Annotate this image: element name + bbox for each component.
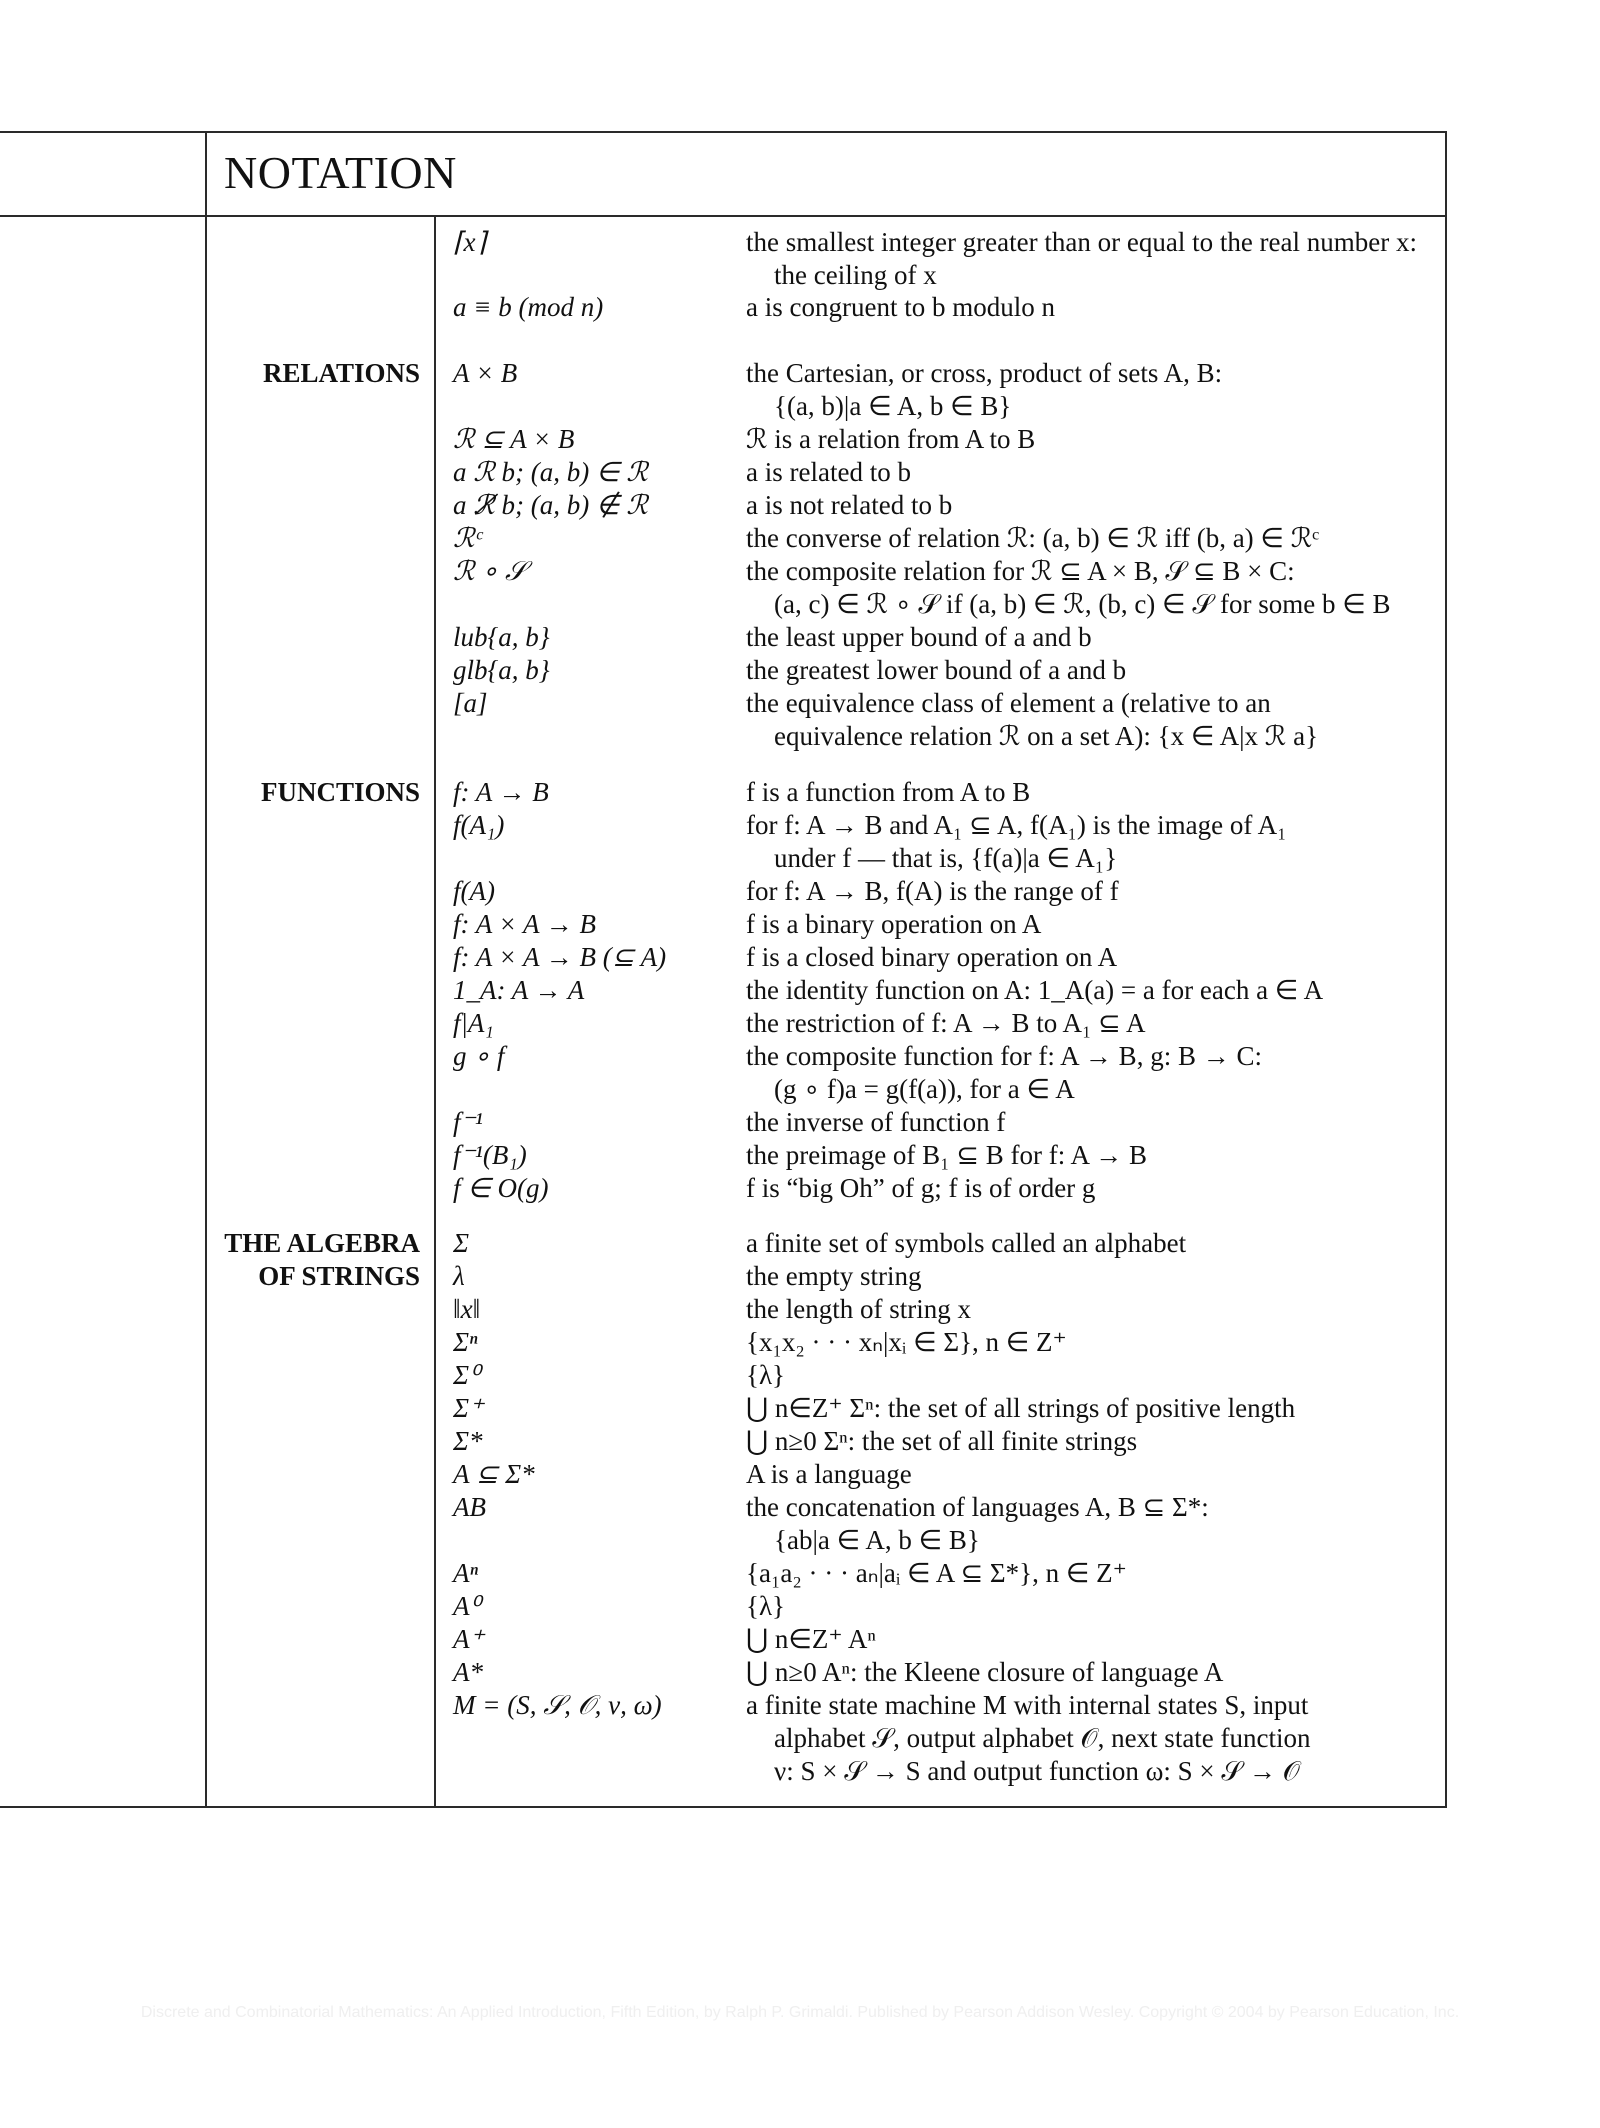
description-line: f is a closed binary operation on A xyxy=(746,942,1118,972)
notation-description xyxy=(746,1326,1067,1359)
notation-symbol: a ≡ b (mod n) xyxy=(453,292,604,322)
page-title: NOTATION xyxy=(224,147,457,198)
notation-symbol: A ⊆ Σ* xyxy=(453,1459,535,1489)
notation-symbol: ℛ ∘ 𝒮 xyxy=(453,556,526,586)
notation-description xyxy=(746,1689,1311,1788)
header-bottom-rule xyxy=(0,215,1447,217)
notation-description xyxy=(746,875,1119,908)
notation-description xyxy=(746,1590,785,1623)
section-functions: FUNCTIONS xyxy=(260,777,420,807)
notation-description xyxy=(746,1458,912,1491)
notation-symbol: f: A → B xyxy=(453,777,549,807)
notation-symbol: Σ⁺ xyxy=(453,1393,484,1423)
description-line: a finite state machine M with internal states S, input xyxy=(746,1690,1309,1720)
left-column-rule xyxy=(205,131,207,1808)
description-continuation: under f — that is, {f(a)|a ∈ A₁} xyxy=(774,843,1118,873)
description-line: the converse of relation ℛ: (a, b) ∈ ℛ iff (b, a) ∈ ℛᶜ xyxy=(746,523,1320,553)
notation-symbol: f: A × A → B xyxy=(453,909,596,939)
description-line: the composite relation for ℛ ⊆ A × B, 𝒮 ⊆ B × C: xyxy=(746,556,1295,586)
notation-symbol: Σ⁰ xyxy=(453,1360,480,1390)
description-line: a finite set of symbols called an alphabet xyxy=(746,1228,1187,1258)
notation-symbol: a ℛ b; (a, b) ∈ ℛ xyxy=(453,457,648,487)
notation-description xyxy=(746,1106,1005,1139)
notation-symbol: Σⁿ xyxy=(453,1327,478,1357)
description-line: the equivalence class of element a (relative to an xyxy=(746,688,1271,718)
notation-symbol: Aⁿ xyxy=(453,1558,478,1588)
notation-symbol: f ∈ O(g) xyxy=(453,1173,549,1203)
notation-symbol: A⁺ xyxy=(453,1624,484,1654)
notation-symbol: ℛᶜ xyxy=(453,523,482,553)
notation-symbol: f|A₁ xyxy=(453,1008,494,1038)
description-line: f is a function from A to B xyxy=(746,777,1031,807)
notation-description xyxy=(746,489,952,522)
description-line: for f: A → B, f(A) is the range of f xyxy=(746,876,1119,906)
notation-description xyxy=(746,1392,1295,1425)
notation-description xyxy=(746,456,911,489)
notation-symbol: a ℛ̸ b; (a, b) ∉ ℛ xyxy=(453,490,648,520)
notation-description xyxy=(746,1623,876,1656)
notation-symbol: ℛ ⊆ A × B xyxy=(453,424,575,454)
notation-description xyxy=(746,226,1417,292)
notation-symbol: ⌈x⌉ xyxy=(453,227,487,257)
description-line: the least upper bound of a and b xyxy=(746,622,1092,652)
notation-description xyxy=(746,1491,1209,1557)
description-line: a is related to b xyxy=(746,457,911,487)
table-bottom-rule xyxy=(0,1806,1447,1808)
notation-description xyxy=(746,776,1030,809)
section-strings-line1: THE ALGEBRA xyxy=(224,1228,420,1258)
notation-description xyxy=(746,809,1287,875)
notation-description xyxy=(746,654,1126,687)
section-strings-line2: OF STRINGS xyxy=(258,1261,420,1291)
notation-symbol: A* xyxy=(453,1657,483,1687)
description-line: {λ} xyxy=(746,1360,786,1390)
notation-symbol: 1_A: A → A xyxy=(453,975,585,1005)
description-line: the smallest integer greater than or equal to the real number x: xyxy=(746,227,1417,257)
notation-description xyxy=(746,941,1117,974)
right-frame-rule xyxy=(1445,131,1447,1808)
notation-symbol: A × B xyxy=(453,358,518,388)
notation-symbol: Σ xyxy=(453,1228,470,1258)
description-line: the length of string x xyxy=(746,1294,971,1324)
description-continuation: ν: S × 𝒮 → S and output function ω: S × 𝒮 → 𝒪 xyxy=(774,1756,1300,1786)
notation-description xyxy=(746,1260,921,1293)
notation-symbol: AB xyxy=(453,1492,486,1522)
description-continuation: (g ∘ f)a = g(f(a)), for a ∈ A xyxy=(774,1074,1075,1104)
description-line: {a₁a₂ · · · aₙ|aᵢ ∈ A ⊆ Σ*}, n ∈ Z⁺ xyxy=(746,1558,1127,1588)
section-relations: RELATIONS xyxy=(262,358,420,388)
notation-description xyxy=(746,1656,1223,1689)
notation-symbol: g ∘ f xyxy=(453,1041,505,1071)
description-line: ⋃ n≥0 Σⁿ: the set of all finite strings xyxy=(746,1426,1138,1456)
notation-description xyxy=(746,1007,1146,1040)
notation-symbol: A⁰ xyxy=(453,1591,481,1621)
description-continuation: equivalence relation ℛ on a set A): {x ∈ A|x ℛ a} xyxy=(774,721,1319,751)
description-continuation: {ab|a ∈ A, b ∈ B} xyxy=(774,1525,980,1555)
description-line: for f: A → B and A₁ ⊆ A, f(A₁) is the image of A₁ xyxy=(746,810,1287,840)
description-line: f is “big Oh” of g; f is of order g xyxy=(746,1173,1096,1203)
description-line: ⋃ n≥0 Aⁿ: the Kleene closure of language A xyxy=(746,1657,1224,1687)
notation-description xyxy=(746,1359,785,1392)
description-continuation: {(a, b)|a ∈ A, b ∈ B} xyxy=(774,391,1012,421)
notation-symbol: f(A₁) xyxy=(453,810,505,840)
description-continuation: (a, c) ∈ ℛ ∘ 𝒮 if (a, b) ∈ ℛ, (b, c) ∈ 𝒮 for some b ∈ B xyxy=(774,589,1391,619)
notation-description xyxy=(746,291,1055,324)
notation-description xyxy=(746,908,1041,941)
description-line: a is congruent to b modulo n xyxy=(746,292,1055,322)
description-continuation: the ceiling of x xyxy=(774,260,937,290)
notation-description xyxy=(746,1557,1127,1590)
description-line: ⋃ n∈Z⁺ Aⁿ xyxy=(746,1624,876,1654)
notation-symbol: glb{a, b} xyxy=(453,655,550,685)
notation-symbol: f⁻¹(B₁) xyxy=(453,1140,527,1170)
description-continuation: alphabet 𝒮, output alphabet 𝒪, next state function xyxy=(774,1723,1311,1753)
notation-description xyxy=(746,423,1035,456)
notation-symbol: lub{a, b} xyxy=(453,622,550,652)
notation-description xyxy=(746,687,1318,753)
notation-description xyxy=(746,1293,971,1326)
notation-symbol: f⁻¹ xyxy=(453,1107,483,1137)
description-line: the Cartesian, or cross, product of sets A, B: xyxy=(746,358,1223,388)
notation-description xyxy=(746,1172,1095,1205)
description-line: ℛ is a relation from A to B xyxy=(746,424,1036,454)
description-line: {λ} xyxy=(746,1591,786,1621)
notation-description xyxy=(746,1227,1186,1260)
description-line: A is a language xyxy=(746,1459,912,1489)
description-line: f is a binary operation on A xyxy=(746,909,1042,939)
notation-symbol: M = (S, 𝒮, 𝒪, ν, ω) xyxy=(453,1690,662,1720)
notation-symbol: ‖x‖ xyxy=(453,1294,481,1324)
notation-description xyxy=(746,974,1323,1007)
notation-symbol: λ xyxy=(453,1261,465,1291)
description-line: ⋃ n∈Z⁺ Σⁿ: the set of all strings of positive length xyxy=(746,1393,1296,1423)
description-line: the inverse of function f xyxy=(746,1107,1006,1137)
notation-symbol: Σ* xyxy=(453,1426,483,1456)
description-line: the concatenation of languages A, B ⊆ Σ*: xyxy=(746,1492,1209,1522)
description-line: the restriction of f: A → B to A₁ ⊆ A xyxy=(746,1008,1146,1038)
description-line: the composite function for f: A → B, g: B → C: xyxy=(746,1041,1262,1071)
notation-description xyxy=(746,1040,1262,1106)
notation-description xyxy=(746,1425,1137,1458)
description-line: the preimage of B₁ ⊆ B for f: A → B xyxy=(746,1140,1147,1170)
notation-description xyxy=(746,621,1092,654)
notation-symbol: [a] xyxy=(453,688,488,718)
description-line: the identity function on A: 1_A(a) = a for each a ∈ A xyxy=(746,975,1324,1005)
notation-description xyxy=(746,357,1222,423)
description-line: a is not related to b xyxy=(746,490,953,520)
description-line: the empty string xyxy=(746,1261,922,1291)
description-line: {x₁x₂ · · · xₙ|xᵢ ∈ Σ}, n ∈ Z⁺ xyxy=(746,1327,1067,1357)
notation-symbol: f: A × A → B (⊆ A) xyxy=(453,942,667,972)
notation-description xyxy=(746,1139,1147,1172)
table-top-rule xyxy=(0,131,1447,133)
notation-description xyxy=(746,555,1390,621)
copyright-footer: Discrete and Combinatorial Mathematics: An Applied Introduction, Fifth Edition, by Ralph P. Grimaldi. Published by Pearson Addison Wesley. Copyright © 2004 by Pearson Education, Inc. xyxy=(140,2004,1460,2021)
symbol-column-rule xyxy=(434,216,436,1808)
description-line: the greatest lower bound of a and b xyxy=(746,655,1127,685)
notation-description xyxy=(746,522,1319,555)
notation-symbol: f(A) xyxy=(453,876,495,906)
